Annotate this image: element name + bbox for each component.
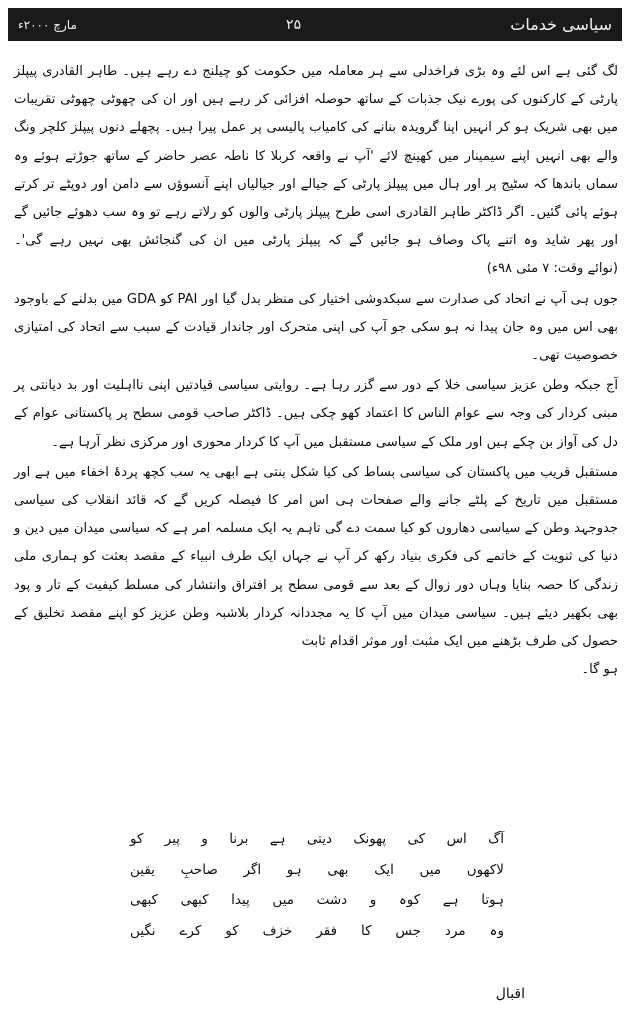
poem-verse: آگ اس کی پھونک دیتی ہے برنا و پیر کو — [130, 831, 504, 847]
paragraph: آج جبکہ وطن عزیز سیاسی خلا کے دور سے گزر رہا ہے۔ روایتی سیاسی قیادتیں اپنی نااہلیت اور بد دیانتی پر مبنی کردار کی وجہ سے عوام الناس کا اعتماد کھو چکی ہیں۔ ڈاکٹر صاحب قومی سطح پر پاکستانی عوام کے دل کی آواز بن چکے ہیں اور ملک کے سیاسی مستقبل میں آپ کا کردار محوری اور مرکزی نظر آرہا ہے۔ — [14, 378, 618, 450]
poet-name: اقبال — [495, 986, 525, 1002]
paragraph — [14, 58, 618, 284]
article-body — [14, 58, 618, 684]
citation: (نوائے وقت: ۷ مئی ۹۸ء) — [486, 261, 618, 277]
paragraph: جوں ہی آپ نے اتحاد کی صدارت سے سبکدوشی اختیار کی منظر بدل گیا اور PAI کو GDA میں بدلنے کے باوجود بھی اس میں وہ جان پیدا نہ ہو سکی جو آپ کی اپنی متحرک اور جاندار قیادت کے سبب سے اتحاد کی امتیازی خصوصیت تھی۔ — [14, 291, 619, 364]
poem-verse: وہ مرد جس کا فقر خزف کو کرے نگیں — [130, 922, 504, 939]
poem-verse: لاکھوں میں ایک بھی ہو اگر صاحبِ یقین — [130, 861, 504, 878]
paragraph: مستقبل قریب میں پاکستان کی سیاسی بساط کی کیا شکل بنتی ہے ابھی یہ سب کچھ پردۂ اخفاء میں ہے اور مستقبل میں تاریخ کے پلٹے جانے والے صفحات ہی اس امر کا فیصلہ کریں گے کہ قائد انقلاب کی سیاسی جدوجہد وطن کے سیاسی دھاروں کو کیا سمت دے گی تاہم یہ ایک مسلمہ امر ہے کہ سیاسی میدان میں دین و دنیا کی ثنویت کے خاتمے کی فکری بنیاد رکھ کر آپ نے جہاں ایک طرف انبیاء کے مقصد بعثت کو ہماری ملی زندگی کا حصہ بنایا وہاں دور زوال کے بعد سے قومی سطح پر افتراق وانتشار کی مسلط کیفیت کے تار و پود بھی بکھیر دیئے ہیں۔ سیاسی میدان میں آپ کا یہ مجددانہ کردار بلاشبہ وطن عزیز کو اپنے مقصد تخلیق کے حصول کی طرف بڑھنے میں ایک مثبت اور موثر اقدام ثابت — [14, 464, 618, 650]
poem — [130, 824, 504, 946]
page-number: ۲۵ — [286, 16, 302, 33]
paragraph-text: لگ گئی ہے اس لئے وہ بڑی فراخدلی سے ہر معاملہ میں حکومت کو چیلنج دے رہے ہیں۔ طاہر القادری پیپلز پارٹی کے کارکنوں کی پورے نیک جذبات کے ساتھ حوصلہ افزائی کر رہے ہیں اور ان کی چھوٹی چھوٹی تقریبات میں بھی شریک ہو کر انہیں اپنا گرویدہ بنانے کی کامیاب پالیسی پر عمل پیرا ہیں۔ پچھلے دنوں پیپلز کلچر ونگ والے بھی انہیں اپنے سیمینار میں کھینچ لائے 'آپ نے واقعہ کربلا کا ناطہ عصر حاضر کے ساتھ جوڑتے ہوئے وہ سماں باندھا کہ سٹیج پر اور ہال میں پیپلز پارٹی کے جیالے اور جیالیاں اپنے آنسوؤں سے دامن اور دوپٹے تر کرتے ہوئے پائی گئیں۔ اگر ڈاکٹر طاہر القادری اسی طرح پیپلز پارٹی والوں کو رلاتے رہے تو وہ سب دھوئے جائیں گے اور پھر شاید وہ اتنے پاک وصاف ہو جائیں گے کہ پیپلز پارٹی میں ان کی گنجائش بھی نہیں رہے گی'۔ — [14, 64, 618, 249]
page-header — [8, 8, 622, 41]
poem-verse: ہوتا ہے کوہ و دشت میں پیدا کبھی کبھی — [130, 892, 504, 908]
chapter-title: سیاسی خدمات — [510, 15, 612, 34]
header-date: مارچ ۲۰۰۰ء — [18, 17, 77, 32]
paragraph-closing: ہو گا۔ — [581, 662, 618, 678]
